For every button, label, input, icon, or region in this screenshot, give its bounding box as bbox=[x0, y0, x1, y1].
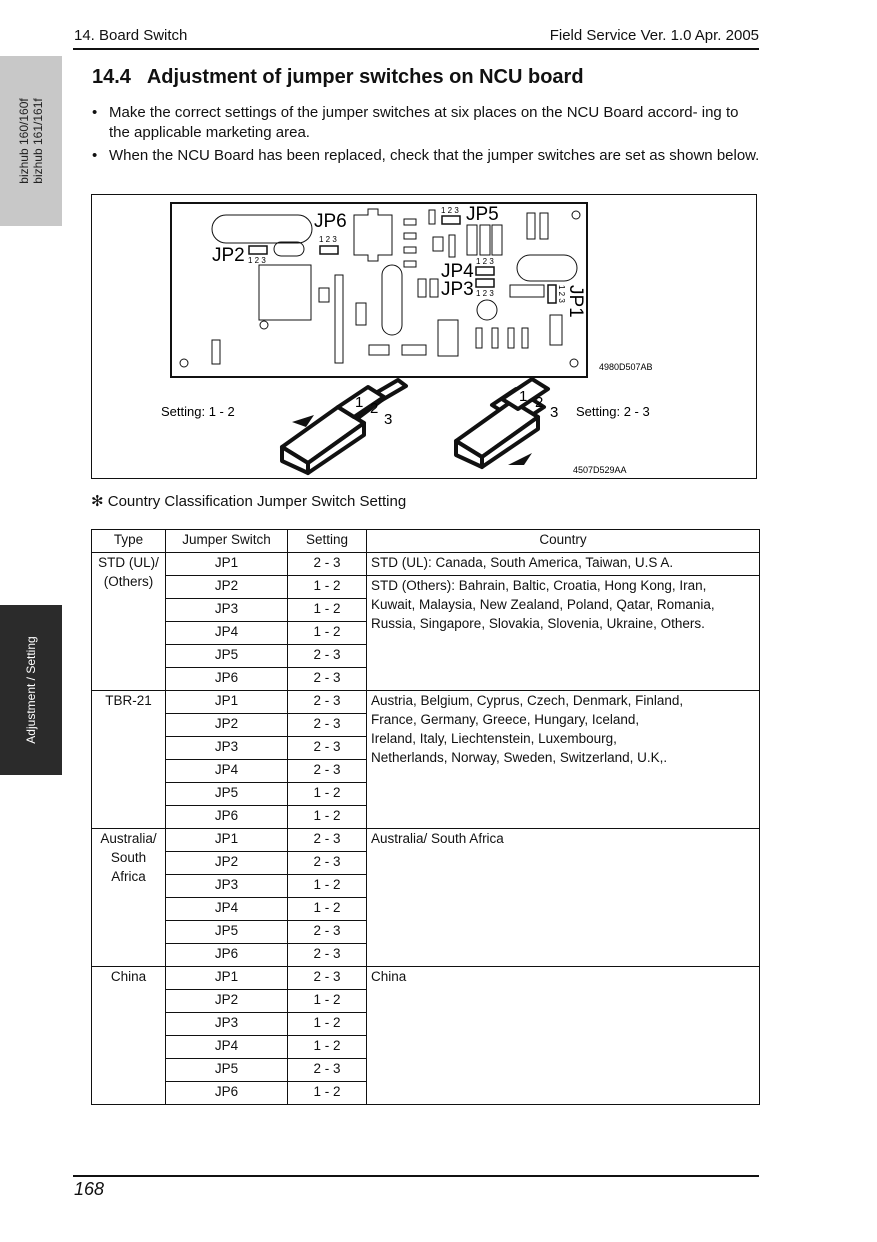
bullet-item bbox=[92, 146, 760, 166]
cell-country bbox=[367, 829, 760, 967]
resistor bbox=[404, 247, 416, 253]
header-rule bbox=[73, 48, 759, 50]
resistor bbox=[404, 219, 416, 225]
pins-jp4: 1 2 3 bbox=[476, 257, 494, 266]
country-line: STD (UL): Canada, South America, Taiwan, U.S A. bbox=[371, 555, 674, 570]
cell-setting: 2 - 3 bbox=[288, 921, 367, 944]
cell-country bbox=[367, 576, 760, 691]
via bbox=[477, 300, 497, 320]
cell-jumper-switch: JP5 bbox=[166, 921, 288, 944]
cell-jumper-switch: JP2 bbox=[166, 990, 288, 1013]
label-jp4: JP4 bbox=[441, 261, 474, 282]
table-body bbox=[92, 553, 760, 1105]
small-part bbox=[467, 225, 477, 255]
table-row bbox=[92, 576, 760, 599]
small-part bbox=[449, 235, 455, 257]
country-line: STD (Others): Bahrain, Baltic, Croatia, Hong Kong, Iran, bbox=[371, 578, 707, 593]
cell-jumper-switch: JP3 bbox=[166, 737, 288, 760]
pin-1-right: 1 bbox=[519, 388, 528, 405]
footer-rule bbox=[73, 1175, 759, 1177]
cell-type bbox=[92, 967, 166, 1105]
cell-jumper-switch: JP2 bbox=[166, 576, 288, 599]
cell-setting: 2 - 3 bbox=[288, 852, 367, 875]
header-edition: Field Service Ver. 1.0 Apr. 2005 bbox=[549, 27, 759, 44]
header-jumper-switch: Jumper Switch bbox=[166, 530, 288, 553]
capacitor bbox=[382, 265, 402, 335]
ncu-board-figure bbox=[91, 194, 757, 479]
cell-setting: 1 - 2 bbox=[288, 1036, 367, 1059]
type-line: China bbox=[110, 969, 147, 984]
cell-setting: 2 - 3 bbox=[288, 1059, 367, 1082]
bullet-item bbox=[92, 103, 760, 143]
cell-setting: 2 - 3 bbox=[288, 944, 367, 967]
pins-jp3: 1 2 3 bbox=[476, 289, 494, 298]
jumper-jp5 bbox=[442, 216, 460, 224]
cell-type bbox=[92, 553, 166, 691]
type-line: STD (UL)/ bbox=[98, 555, 159, 570]
side-model-2: bizhub 161/161f bbox=[31, 98, 45, 184]
country-line: Netherlands, Norway, Sweden, Switzerland, U.K,. bbox=[371, 750, 668, 765]
cell-jumper-switch: JP3 bbox=[166, 1013, 288, 1036]
connector-strip bbox=[335, 275, 343, 363]
cell-jumper-switch: JP5 bbox=[166, 645, 288, 668]
label-jp5: JP5 bbox=[466, 204, 499, 225]
pin-3-left: 3 bbox=[384, 411, 393, 428]
type-line: Australia/ bbox=[100, 831, 157, 846]
cell-jumper-switch: JP4 bbox=[166, 898, 288, 921]
country-line: Russia, Singapore, Slovakia, Slovenia, Ukraine, Others. bbox=[371, 616, 705, 631]
country-line: France, Germany, Greece, Hungary, Iceland, bbox=[371, 712, 640, 727]
small-part bbox=[418, 279, 426, 297]
pin-2-right: 2 bbox=[535, 394, 544, 411]
cell-jumper-switch: JP3 bbox=[166, 875, 288, 898]
bullet-list bbox=[92, 103, 760, 169]
pin-3-right: 3 bbox=[550, 404, 559, 421]
cell-jumper-switch: JP4 bbox=[166, 1036, 288, 1059]
table-row bbox=[92, 691, 760, 714]
country-line: Australia/ South Africa bbox=[371, 831, 504, 846]
crystal-component bbox=[517, 255, 577, 281]
cell-setting: 1 - 2 bbox=[288, 806, 367, 829]
cell-setting: 2 - 3 bbox=[288, 760, 367, 783]
cell-type bbox=[92, 829, 166, 967]
small-part bbox=[508, 328, 514, 348]
side-tab-chapter-text: Adjustment / Setting bbox=[24, 636, 38, 744]
mount-hole bbox=[570, 359, 578, 367]
cell-setting: 1 - 2 bbox=[288, 898, 367, 921]
small-part bbox=[430, 279, 438, 297]
cell-setting: 2 - 3 bbox=[288, 553, 367, 576]
page-number: 168 bbox=[74, 1179, 105, 1199]
small-part bbox=[438, 320, 458, 356]
jumper-drawing-right bbox=[456, 379, 548, 467]
ncu-board-diagram bbox=[92, 195, 758, 480]
board-outline bbox=[171, 203, 587, 377]
cell-jumper-switch: JP1 bbox=[166, 691, 288, 714]
pins-jp1: 1 2 3 bbox=[557, 285, 566, 303]
small-part bbox=[433, 237, 443, 251]
cell-setting: 2 - 3 bbox=[288, 829, 367, 852]
side-tab-models-text bbox=[17, 98, 45, 183]
label-jp1: JP1 bbox=[565, 285, 586, 318]
table-row bbox=[92, 829, 760, 852]
cell-setting: 2 - 3 bbox=[288, 737, 367, 760]
jumper-jp3 bbox=[476, 279, 494, 287]
small-part bbox=[319, 288, 329, 302]
pin-1-left: 1 bbox=[355, 394, 364, 411]
cell-jumper-switch: JP4 bbox=[166, 760, 288, 783]
small-part bbox=[212, 340, 220, 364]
bullet-text: When the NCU Board has been replaced, check that the jumper switches are set as shown below. bbox=[109, 147, 760, 164]
small-part bbox=[510, 285, 544, 297]
jumper-setting-table bbox=[91, 529, 760, 1105]
ic-chip bbox=[259, 265, 311, 320]
label-jp3: JP3 bbox=[441, 279, 474, 300]
type-line: Africa bbox=[111, 869, 146, 884]
mount-hole bbox=[572, 211, 580, 219]
cell-jumper-switch: JP4 bbox=[166, 622, 288, 645]
transformer bbox=[354, 209, 392, 261]
jumper-jp4 bbox=[476, 267, 494, 275]
cell-jumper-switch: JP1 bbox=[166, 967, 288, 990]
table-row bbox=[92, 967, 760, 990]
small-part bbox=[369, 345, 389, 355]
small-part bbox=[540, 213, 548, 239]
small-part bbox=[429, 210, 435, 224]
cell-type bbox=[92, 691, 166, 829]
cell-jumper-switch: JP6 bbox=[166, 1082, 288, 1105]
jumper-jp6 bbox=[320, 246, 338, 254]
cell-setting: 1 - 2 bbox=[288, 599, 367, 622]
jumper-code: 4507D529AA bbox=[573, 465, 627, 475]
small-oval bbox=[274, 242, 304, 256]
label-jp2: JP2 bbox=[212, 245, 245, 266]
pins-jp2: 1 2 3 bbox=[248, 256, 266, 265]
pins-jp5: 1 2 3 bbox=[441, 206, 459, 215]
cell-jumper-switch: JP1 bbox=[166, 829, 288, 852]
cell-jumper-switch: JP1 bbox=[166, 553, 288, 576]
table-row bbox=[92, 553, 760, 576]
cell-setting: 1 - 2 bbox=[288, 875, 367, 898]
label-jp6: JP6 bbox=[314, 211, 347, 232]
table-header-row bbox=[92, 530, 760, 553]
mount-hole bbox=[180, 359, 188, 367]
cell-jumper-switch: JP5 bbox=[166, 783, 288, 806]
country-line: Austria, Belgium, Cyprus, Czech, Denmark, Finland, bbox=[371, 693, 684, 708]
cell-setting: 1 - 2 bbox=[288, 1013, 367, 1036]
header-country: Country bbox=[367, 530, 760, 553]
arrow-right bbox=[508, 453, 532, 465]
cell-jumper-switch: JP6 bbox=[166, 944, 288, 967]
setting-left-label: Setting: 1 - 2 bbox=[161, 404, 235, 419]
page-title: 14.4 Adjustment of jumper switches on NCU board bbox=[92, 66, 584, 88]
country-line: China bbox=[371, 969, 407, 984]
small-part bbox=[492, 328, 498, 348]
type-line: (Others) bbox=[103, 574, 154, 589]
cell-setting: 1 - 2 bbox=[288, 622, 367, 645]
small-part bbox=[402, 345, 426, 355]
cell-country bbox=[367, 691, 760, 829]
cell-setting: 2 - 3 bbox=[288, 668, 367, 691]
header-setting: Setting bbox=[288, 530, 367, 553]
resistor bbox=[404, 233, 416, 239]
type-line: TBR-21 bbox=[105, 693, 152, 708]
cell-setting: 2 - 3 bbox=[288, 714, 367, 737]
bullet-dot: • bbox=[92, 104, 98, 121]
setting-right-label: Setting: 2 - 3 bbox=[576, 404, 650, 419]
cell-setting: 1 - 2 bbox=[288, 576, 367, 599]
small-part bbox=[527, 213, 535, 239]
cell-setting: 1 - 2 bbox=[288, 1082, 367, 1105]
cell-jumper-switch: JP6 bbox=[166, 668, 288, 691]
cell-jumper-switch: JP2 bbox=[166, 852, 288, 875]
small-part bbox=[550, 315, 562, 345]
country-line: Ireland, Italy, Liechtenstein, Luxembourg, bbox=[371, 731, 617, 746]
cell-jumper-switch: JP2 bbox=[166, 714, 288, 737]
jumper-jp1 bbox=[548, 285, 556, 303]
small-part bbox=[356, 303, 366, 325]
bullet-text: Make the correct settings of the jumper switches at six places on the NCU Board accord- ing to the applicable marketing area. bbox=[109, 104, 739, 141]
table-caption: ✻ Country Classification Jumper Switch Setting bbox=[91, 493, 407, 510]
via bbox=[260, 321, 268, 329]
jumper-jp2 bbox=[249, 246, 267, 254]
cell-jumper-switch: JP5 bbox=[166, 1059, 288, 1082]
bullet-dot: • bbox=[92, 147, 98, 164]
cell-jumper-switch: JP3 bbox=[166, 599, 288, 622]
crystal-component bbox=[212, 215, 312, 243]
pin-2-left: 2 bbox=[370, 400, 379, 417]
cell-country bbox=[367, 967, 760, 1105]
type-line: South bbox=[110, 850, 147, 865]
pins-jp6: 1 2 3 bbox=[319, 235, 337, 244]
small-part bbox=[480, 225, 490, 255]
cell-setting: 2 - 3 bbox=[288, 967, 367, 990]
country-line: Kuwait, Malaysia, New Zealand, Poland, Qatar, Romania, bbox=[371, 597, 715, 612]
cell-setting: 2 - 3 bbox=[288, 645, 367, 668]
cell-country bbox=[367, 553, 760, 576]
small-part bbox=[492, 225, 502, 255]
cell-jumper-switch: JP6 bbox=[166, 806, 288, 829]
small-part bbox=[476, 328, 482, 348]
cell-setting: 2 - 3 bbox=[288, 691, 367, 714]
resistor bbox=[404, 261, 416, 267]
header-section: 14. Board Switch bbox=[74, 27, 188, 44]
cell-setting: 1 - 2 bbox=[288, 783, 367, 806]
side-model-1: bizhub 160/160f bbox=[17, 98, 31, 184]
cell-setting: 1 - 2 bbox=[288, 990, 367, 1013]
board-code: 4980D507AB bbox=[599, 362, 653, 372]
small-part bbox=[522, 328, 528, 348]
header-type: Type bbox=[92, 530, 166, 553]
